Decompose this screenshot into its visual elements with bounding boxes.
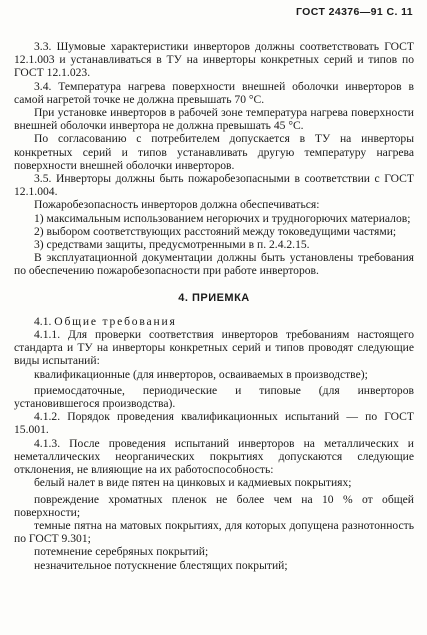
subsection-heading (14, 315, 414, 328)
list-item-1: 1) максимальным использованием негорючих и трудногорючих материалов; (34, 211, 411, 225)
deviation-gloss-dulling: незначительное потускнение блестящих покрытий; (34, 558, 288, 572)
test-type-qualification: квалификационные (для инверторов, осваиваемых в производстве); (34, 367, 368, 381)
deviation-chromate-film: повреждение хроматных пленок не более чем на 10 % от общей поверхности; (14, 492, 414, 519)
paragraph-3-3: 3.3. Шумовые характеристики инверторов должны соответствовать ГОСТ 12.1.003 и устанавливаться в ТУ на инверторы конкретных серий и типов по ГОСТ 12.1.023. (14, 40, 414, 80)
paragraph-4-1-1: 4.1.1. Для проверки соответствия инверторов требованиям настоящего стандарта и ТУ на инверторы конкретных серий и типов проводят следующие виды испытаний: (14, 328, 414, 368)
paragraph-work-zone-temp: При установке инверторов в рабочей зоне температура нагрева поверхности внешней оболочки инвертора не должна превышать 45 °С. (14, 106, 414, 133)
deviation-white-coating: белый налет в виде пятен на цинковых и кадмиевых покрытиях; (34, 476, 352, 490)
paragraph-agreement: По согласованию с потребителем допускается в ТУ на инверторы конкретных серий и типов устанавливать другую температуру нагрева поверхности внешней оболочки инверторов. (14, 132, 414, 172)
paragraph-4-1-3: 4.1.3. После проведения испытаний инверторов на металлических и неметаллических неорганических покрытиях допускаются следующие отклонения, не влияющие на их работоспособность: (14, 436, 414, 477)
running-header: ГОСТ 24376—91 С. 11 (295, 6, 413, 18)
deviation-silver-darkening: потемнение серебряных покрытий; (34, 545, 209, 559)
paragraph-3-4: 3.4. Температура нагрева поверхности внешней оболочки инверторов в самой нагретой точке не должна превышать 70 °С. (14, 79, 414, 106)
page-body (14, 40, 414, 572)
test-type-acceptance: приемосдаточные, периодические и типовые (для инверторов установившегося производства). (14, 383, 414, 411)
paragraph-fire-safety-intro: Пожаробезопасность инверторов должна обеспечиваться: (34, 198, 320, 212)
deviation-dark-spots: темные пятна на матовых покрытиях, для которых допущена разнотонность по ГОСТ 9.301; (14, 518, 414, 546)
list-item-3: 3) средствами защиты, предусмотренными в п. 2.4.2.15. (34, 238, 310, 252)
subsection-number: 4.1. (34, 314, 52, 328)
paragraph-documentation: В эксплуатационной документации должны быть установлены требования по обеспечению пожаробезопасности при работе инверторов. (14, 251, 414, 278)
paragraph-3-5: 3.5. Инверторы должны быть пожаробезопасными в соответствии с ГОСТ 12.1.004. (14, 172, 414, 199)
list-item-2: 2) выбором соответствующих расстояний между токоведущими частями; (34, 224, 397, 238)
subsection-title: Общие требования (54, 314, 177, 328)
section-title: 4. ПРИЕМКА (178, 291, 250, 304)
paragraph-4-1-2: 4.1.2. Порядок проведения квалификационных испытаний — по ГОСТ 15.001. (14, 410, 414, 437)
